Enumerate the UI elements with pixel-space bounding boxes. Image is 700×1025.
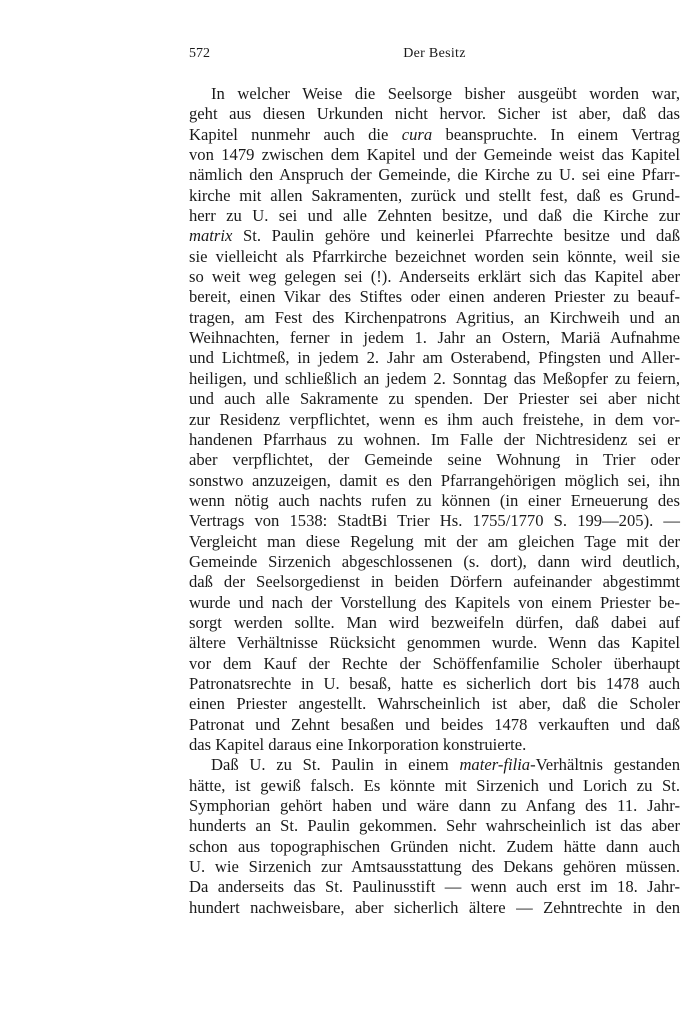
- text-line: [189, 715, 680, 735]
- text-run: und Lichtmeß, in jedem 2. Jahr am Osterabend, Pfingsten und Aller-: [189, 348, 680, 368]
- text-line: [189, 145, 680, 165]
- text-line: [189, 389, 680, 409]
- text-run: kirche mit allen Sakramenten, zurück und stellt fest, daß es Grund-: [189, 185, 680, 205]
- text-run: Kapitel nunmehr auch die: [189, 124, 402, 144]
- text-line: [189, 308, 680, 328]
- text-line: [189, 796, 680, 816]
- text-run: heiligen, und schließlich an jedem 2. Sonntag das Meßopfer zu feiern,: [189, 368, 680, 388]
- text-run: so weit weg gelegen sei (!). Anderseits erklärt sich das Kapitel aber: [189, 267, 680, 287]
- text-line: [189, 735, 680, 755]
- text-run: Patronat und Zehnt besaßen und beides 1478 verkauften und daß: [189, 714, 680, 734]
- text-run: hundert nachweisbare, aber sicherlich ältere — Zehntrechte in den: [189, 897, 680, 917]
- text-run: sonstwo anzuzeigen, damit es den Pfarrangehörigen möglich sei, ihn: [189, 470, 680, 490]
- text-run: zur Residenz verpflichtet, wenn es ihm auch freistehe, in dem vor-: [189, 409, 680, 429]
- text-line: [189, 450, 680, 470]
- text-run: herr zu U. sei und alle Zehnten besitze, und daß die Kirche zur: [189, 206, 680, 226]
- text-line: [189, 654, 680, 674]
- text-run: Daß U. zu St. Paulin in einem: [211, 755, 460, 775]
- text-line: [189, 104, 680, 124]
- text-run: bereit, einen Vikar des Stiftes oder einen anderen Priester zu beauf-: [189, 287, 680, 307]
- text-line: [189, 613, 680, 633]
- text-run: -Verhältnis gestanden: [530, 755, 681, 775]
- text-line: [189, 837, 680, 857]
- text-line: [189, 694, 680, 714]
- text-line: [189, 857, 680, 877]
- text-line: [189, 226, 680, 246]
- text-line: [189, 430, 680, 450]
- text-run: einen Priester angestellt. Wahrscheinlich ist aber, daß die Scholer: [189, 694, 680, 714]
- text-run: beanspruchte. In einem Vertrag: [432, 124, 680, 144]
- text-run: und auch alle Sakramente zu spenden. Der Priester sei aber nicht: [189, 389, 680, 409]
- text-run: aber verpflichtet, der Gemeinde seine Wohnung in Trier oder: [189, 450, 680, 470]
- text-line: [189, 572, 680, 592]
- text-line: [189, 674, 680, 694]
- text-run: Weihnachten, ferner in jedem 1. Jahr an Ostern, Mariä Aufnahme: [189, 328, 680, 348]
- text-line: [189, 247, 680, 267]
- text-line: [189, 511, 680, 531]
- text-line: [189, 267, 680, 287]
- text-run: Da anderseits das St. Paulinusstift — wenn auch erst im 18. Jahr-: [189, 877, 680, 897]
- text-run: wurde und nach der Vorstellung des Kapitels von einem Priester be-: [189, 592, 680, 612]
- text-run: ältere Verhältnisse Rücksicht genommen wurde. Wenn das Kapitel: [189, 633, 680, 653]
- text-line: [189, 287, 680, 307]
- text-line: [189, 410, 680, 430]
- text-line: [189, 755, 680, 775]
- text-run: hätte, ist gewiß falsch. Es könnte mit Sirzenich und Lorich zu St.: [189, 775, 680, 795]
- text-line: [189, 186, 680, 206]
- text-line: [189, 84, 680, 104]
- text-run: hunderts an St. Paulin gekommen. Sehr wahrscheinlich ist das aber: [189, 816, 680, 836]
- text-run: In welcher Weise die Seelsorge bisher ausgeübt worden war,: [211, 84, 680, 103]
- page-header: [189, 44, 680, 64]
- text-line: [189, 348, 680, 368]
- text-line: [189, 491, 680, 511]
- text-line: [189, 552, 680, 572]
- text-line: [189, 593, 680, 613]
- text-line: [189, 776, 680, 796]
- text-line: [189, 206, 680, 226]
- text-run: nämlich den Anspruch der Gemeinde, die Kirche zu U. sei eine Pfarr-: [189, 165, 680, 185]
- text-run: St. Paulin gehöre und keinerlei Pfarrechte besitze und daß: [232, 226, 680, 246]
- running-head: Der Besitz: [403, 46, 466, 61]
- text-run: daß der Seelsorgedienst in beiden Dörfern aufeinander abgestimmt: [189, 572, 680, 592]
- text-line: [189, 125, 680, 145]
- text-run: von 1479 zwischen dem Kapitel und der Gemeinde weist das Kapitel: [189, 145, 680, 165]
- text-run: Vergleicht man diese Regelung mit der am gleichen Tage mit der: [189, 531, 680, 551]
- text-run: geht aus diesen Urkunden nicht hervor. Sicher ist aber, daß das: [189, 104, 680, 124]
- text-run: Vertrags von 1538: StadtBi Trier Hs. 1755/1770 S. 199—205). —: [189, 511, 680, 531]
- text-run: handenen Pfarrhaus zu wohnen. Im Falle der Nichtresidenz sei er: [189, 429, 680, 449]
- text-line: [189, 369, 680, 389]
- italic-term: cura: [401, 124, 433, 144]
- text-line: [189, 816, 680, 836]
- text-run: schon aus topographischen Gründen nicht. Zudem hätte dann auch: [189, 836, 680, 856]
- text-run: Symphorian gehört haben und wäre dann zu Anfang des 11. Jahr-: [189, 796, 680, 816]
- italic-term: matrix: [189, 226, 233, 246]
- text-line: [189, 165, 680, 185]
- text-line: [189, 898, 680, 918]
- italic-term: mater-filia: [459, 755, 531, 775]
- page-number: 572: [189, 46, 210, 61]
- text-run: Gemeinde Sirzenich abgeschlossenen (s. dort), dann wird deutlich,: [189, 551, 680, 571]
- text-line: [189, 633, 680, 653]
- text-run: tragen, am Fest des Kirchenpatrons Agritius, an Kirchweih und an: [189, 307, 680, 327]
- text-run: sorgt werden sollte. Man wird bezweifeln dürfen, daß dabei auf: [189, 612, 680, 632]
- text-line: [189, 877, 680, 897]
- text-run: U. wie Sirzenich zur Amtsausstattung des Dekans gehören müssen.: [189, 857, 680, 877]
- text-line: [189, 471, 680, 491]
- text-run: das Kapitel daraus eine Inkorporation konstruierte.: [189, 735, 527, 754]
- text-run: wenn nötig auch nachts rufen zu können (in einer Erneuerung des: [189, 490, 680, 510]
- text-line: [189, 532, 680, 552]
- text-run: sie vielleicht als Pfarrkirche bezeichnet worden sein könnte, weil sie: [189, 246, 680, 266]
- text-line: [189, 328, 680, 348]
- text-run: Patronatsrechte in U. besaß, hatte es sicherlich dort bis 1478 auch: [189, 673, 680, 693]
- text-run: vor dem Kauf der Rechte der Schöffenfamilie Scholer überhaupt: [189, 653, 680, 673]
- body-text: [189, 84, 680, 918]
